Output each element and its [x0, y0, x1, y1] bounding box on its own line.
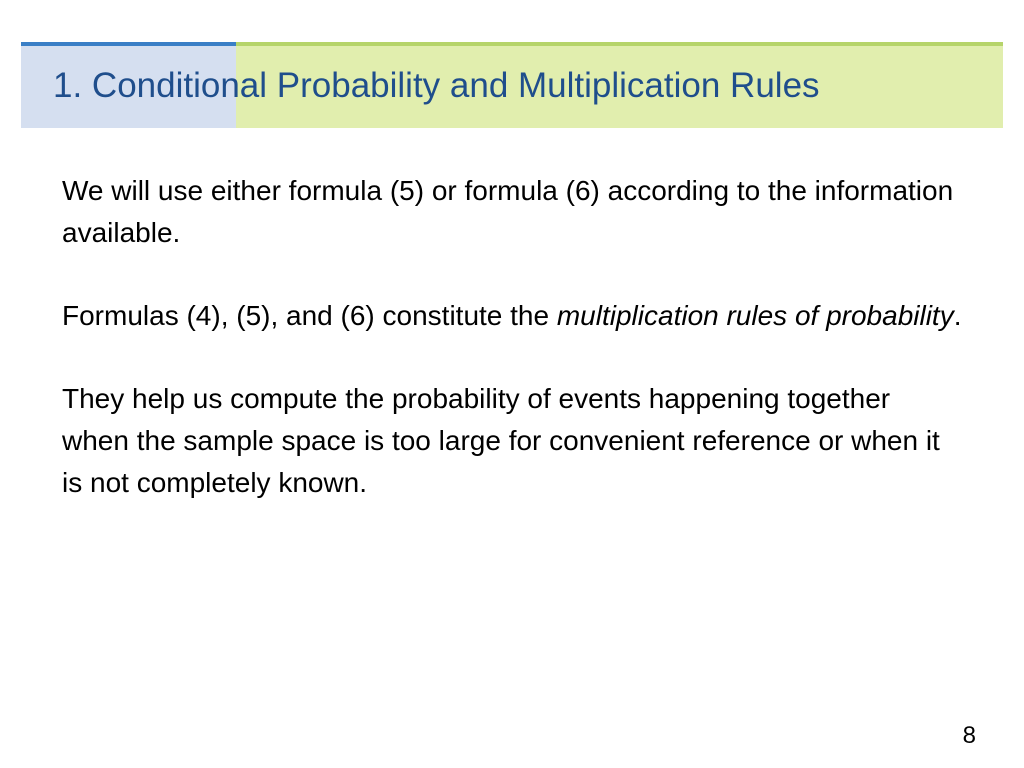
page-number: 8	[962, 722, 976, 749]
slide-title: 1. Conditional Probability and Multiplication Rules	[53, 66, 820, 105]
paragraph-formula-choice: We will use either formula (5) or formula (6) according to the information available.	[62, 175, 954, 248]
paragraph-text-after: .	[953, 300, 962, 331]
slide-body	[62, 170, 962, 545]
paragraph-text-before: Formulas (4), (5), and (6) constitute the	[62, 300, 557, 331]
paragraph-purpose: They help us compute the probability of events happening together when the sample space is too large for convenient reference or when it is not completely known.	[62, 383, 940, 498]
paragraph-italic-term: multiplication rules of probability	[556, 300, 954, 331]
title-bar	[21, 42, 1003, 128]
paragraph-multiplication-rules	[62, 295, 962, 337]
